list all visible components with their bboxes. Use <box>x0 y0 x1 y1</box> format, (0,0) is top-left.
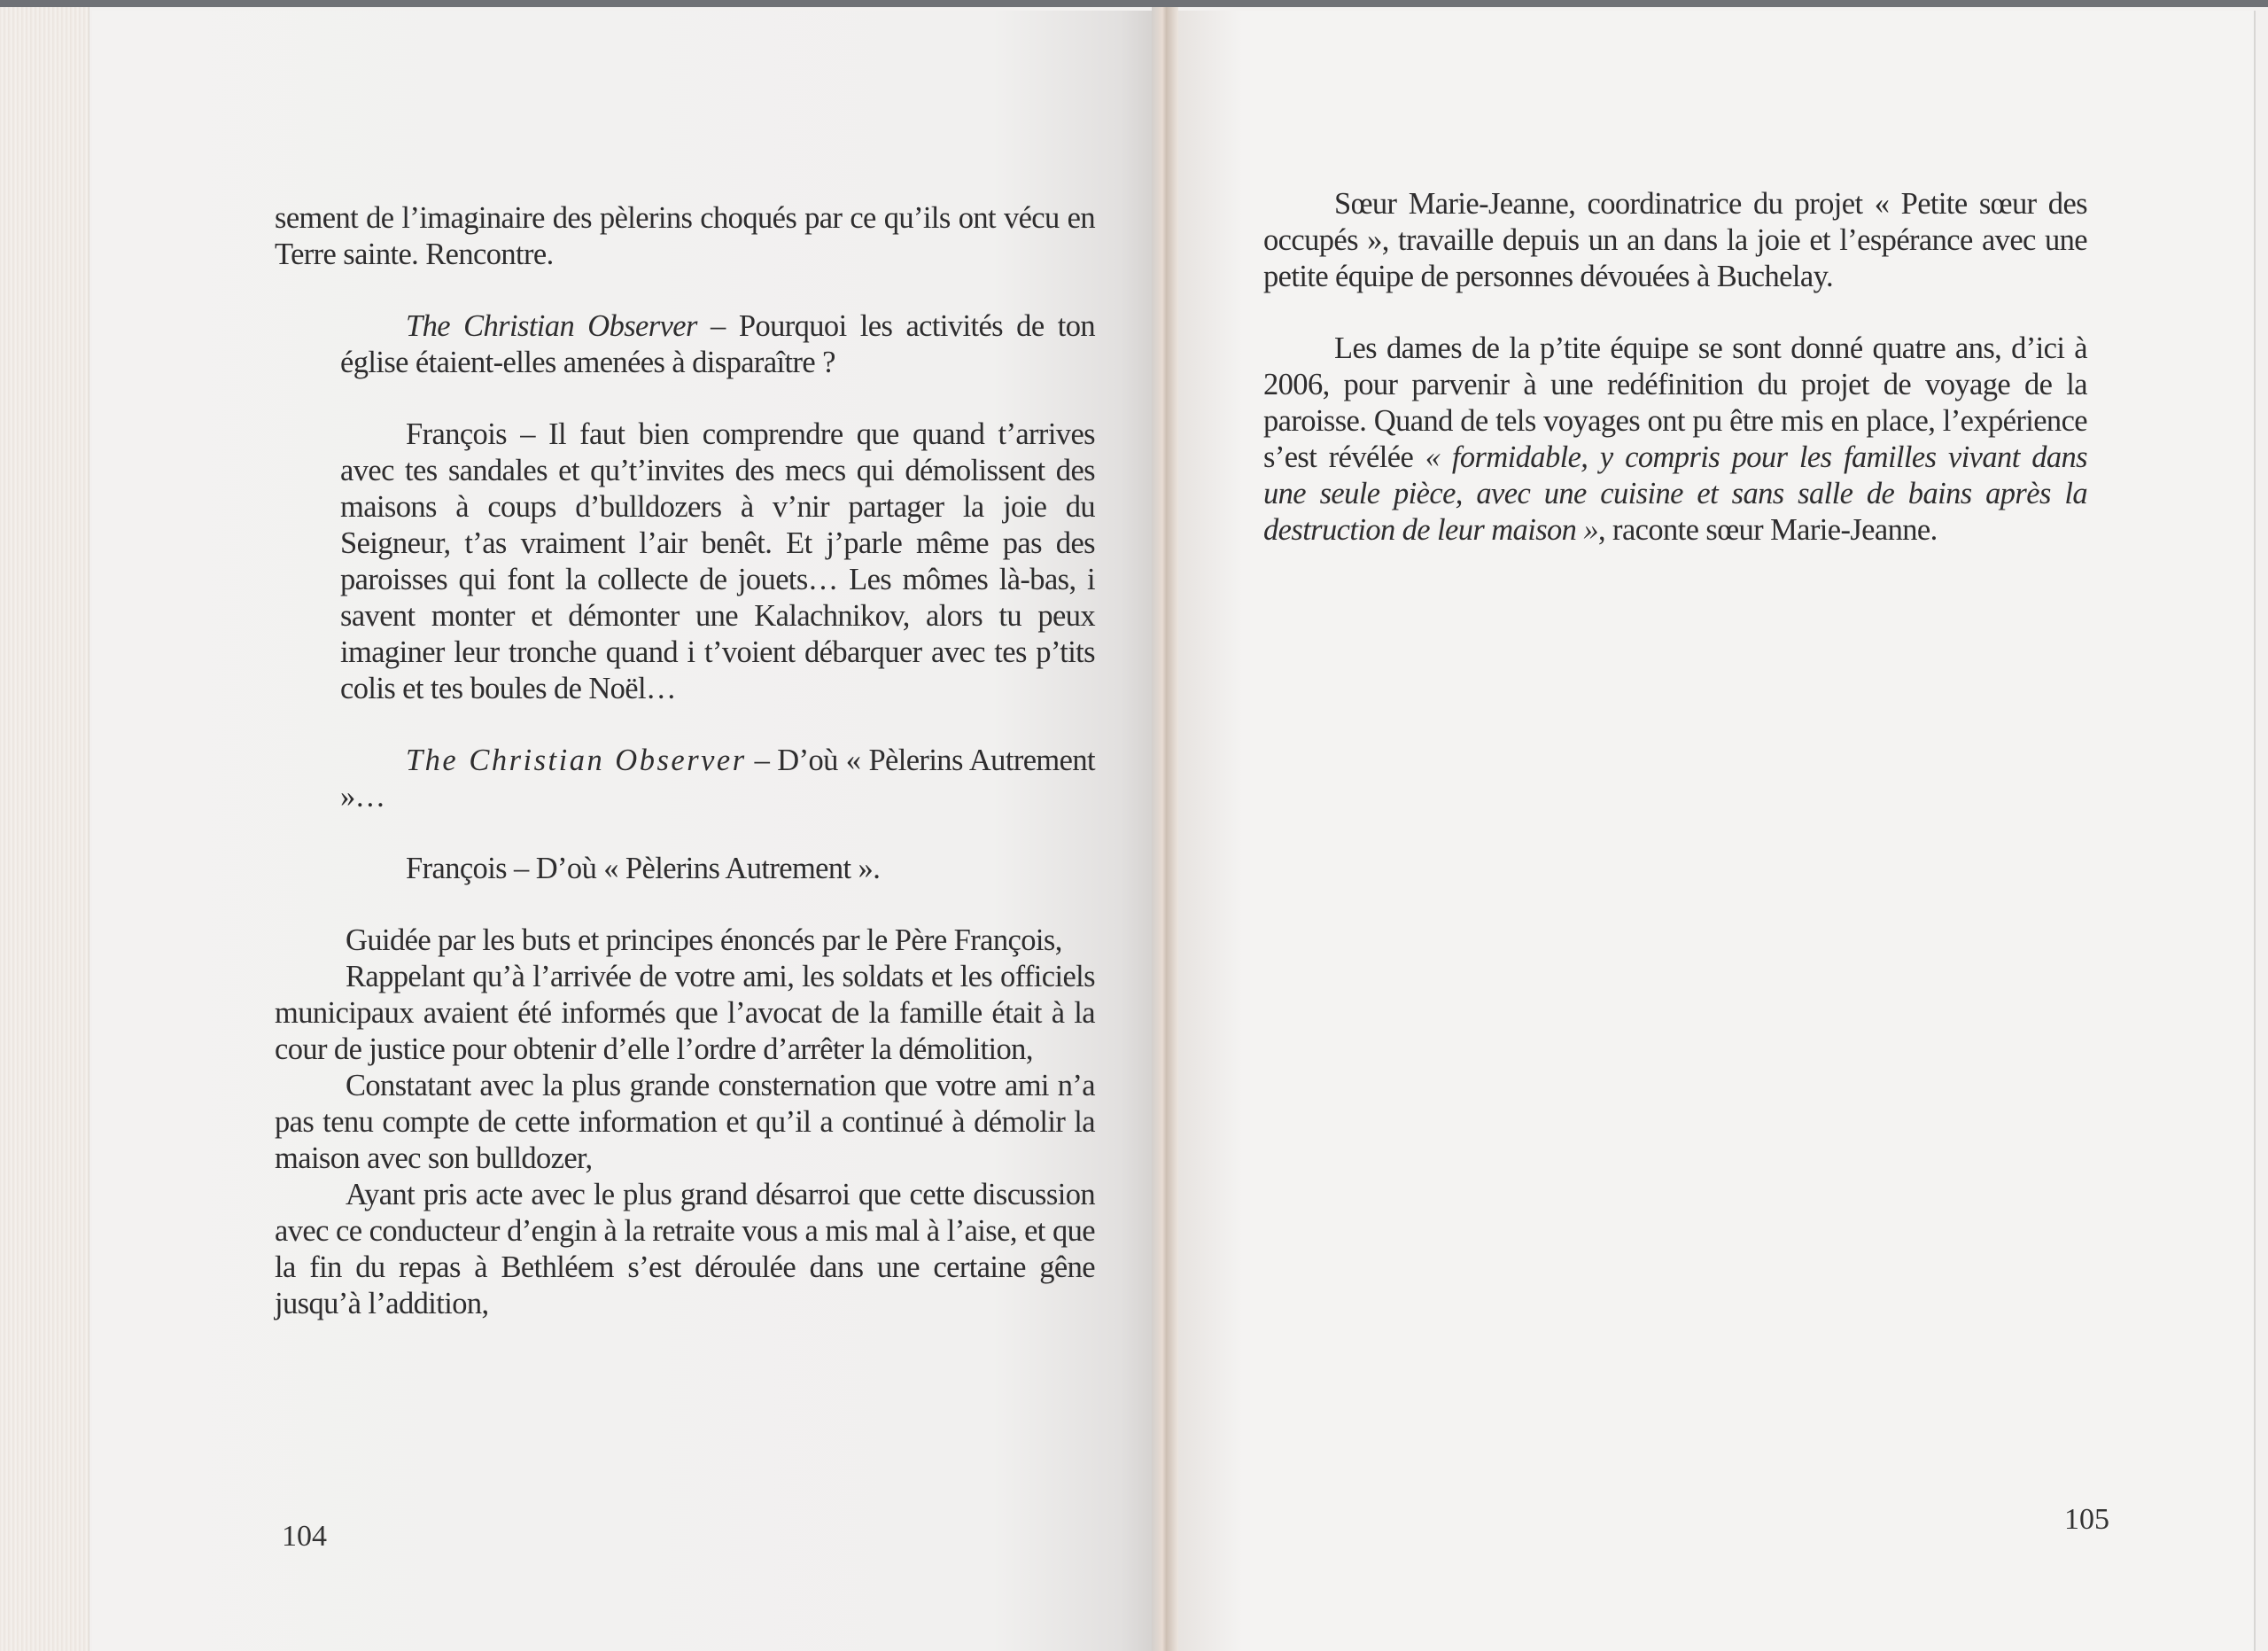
paragraph-text: Guidée par les buts et principes énoncés par le Père François, <box>346 923 1062 957</box>
paragraph <box>275 959 1095 1068</box>
paragraph-interview-answer <box>275 851 1095 887</box>
paragraph <box>275 200 1095 273</box>
left-page <box>92 11 1152 1651</box>
book-spread <box>0 7 2268 1651</box>
paragraph-text: sement de l’imaginaire des pèlerins choqués par ce qu’ils ont vécu en Terre sainte. Rencontre. <box>275 201 1095 271</box>
quotation: « formidable, y compris pour les familles vivant dans une seule pièce, avec une cuisine et sans salle de bains après la destruction de leur maison » <box>1263 440 2087 547</box>
paragraph-interview-question <box>275 308 1095 381</box>
right-page <box>1178 11 2256 1651</box>
left-page-text <box>275 200 1095 1322</box>
paragraph-text: Sœur Marie-Jeanne, coordinatrice du projet « Petite sœur des occupés », travaille depuis un an dans la joie et l’espérance avec une petite équipe de personnes dévouées à Buchelay. <box>1263 187 2087 293</box>
paragraph-text: Constatant avec la plus grande consternation que votre ami n’a pas tenu compte de cette information et qu’il a continué à démolir la maison avec son bulldozer, <box>275 1069 1095 1175</box>
page-number: 105 <box>2064 1503 2109 1536</box>
paragraph-interview-question <box>275 743 1095 815</box>
paragraph-text: , raconte sœur Marie-Jeanne. <box>1598 513 1938 547</box>
right-page-text <box>1263 186 2087 549</box>
page-number: 104 <box>282 1520 327 1553</box>
paragraph <box>275 1177 1095 1322</box>
paragraph-text: François – Il faut bien comprendre que quand t’arrives avec tes sandales et qu’t’invites des mecs qui démolissent des maisons à coups d’bulldozers à v’nir partager la joie du Seigneur, t’as vraiment l’air benêt. Et j’parle même pas des paroisses qui font la collecte de jouets… Les mômes là-bas, i savent monter et démonter une Kalachnikov, alors tu peux imaginer leur tronche quand i t’voient débarquer avec tes p’tits colis et tes boules de Noël… <box>340 417 1095 705</box>
page-stack-edge <box>0 7 89 1651</box>
publication-name: The Christian Observer <box>406 744 747 777</box>
paragraph-interview-answer <box>275 417 1095 707</box>
paragraph <box>275 923 1095 959</box>
paragraph-text: Les dames de la p’tite équipe se sont donné quatre ans, d’ici à 2006, pour parvenir à une redéfinition du projet de voyage de la paroisse. Quand de tels voyages ont pu être mis en place, l’expérience s’est révélée <box>1263 331 2087 474</box>
paragraph-text: Rappelant qu’à l’arrivée de votre ami, les soldats et les officiels municipaux avaient été informés que l’avocat de la famille était à la cour de justice pour obtenir d’elle l’ordre d’arrêter la démolition, <box>275 960 1095 1066</box>
paragraph-text: – D’où « Pèlerins Autrement »… <box>340 744 1096 814</box>
paragraph-text: François – D’où « Pèlerins Autrement ». <box>406 852 881 885</box>
paragraph-text: Ayant pris acte avec le plus grand désarroi que cette discussion avec ce conducteur d’engin à la retraite vous a mis mal à l’aise, et que la fin du repas à Bethléem s’est déroulée dans une certaine gêne jusqu’à l’addition, <box>275 1178 1095 1320</box>
paragraph <box>1263 186 2087 295</box>
paragraph <box>275 1068 1095 1177</box>
paragraph-text: – Pourquoi les activités de ton église étaient-elles amenées à disparaître ? <box>340 309 1095 379</box>
book-gutter <box>1152 7 1178 1651</box>
paragraph <box>1263 331 2087 549</box>
publication-name: The Christian Observer <box>406 309 697 343</box>
